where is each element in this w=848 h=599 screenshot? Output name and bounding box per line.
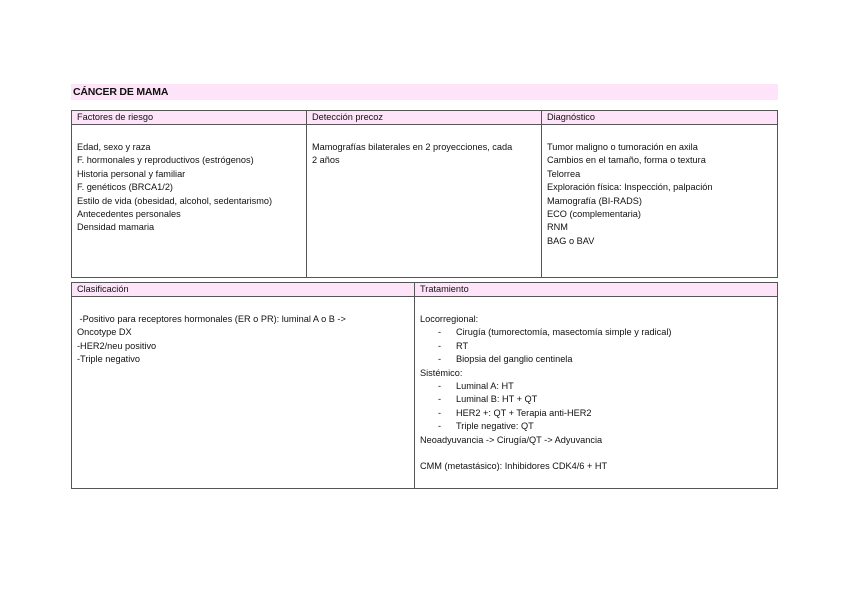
list-item-text: Luminal B: HT + QT xyxy=(456,394,538,405)
spacer xyxy=(420,447,772,460)
list-item: Cambios en el tamaño, forma o textura xyxy=(547,155,706,166)
list-item xyxy=(420,340,772,353)
list-item: Telorrea xyxy=(547,168,581,179)
treatment-cell xyxy=(415,297,778,489)
locoregional-label: Locorregional: xyxy=(420,314,479,324)
header-treatment: Tratamiento xyxy=(415,283,778,297)
list-item: F. genéticos (BRCA1/2) xyxy=(77,182,173,193)
list-item: RNM xyxy=(547,222,568,233)
list-item-text: RT xyxy=(456,340,469,351)
list-item: Historia personal y familiar xyxy=(77,168,186,179)
dash-bullet-icon: - xyxy=(438,327,442,338)
list-item xyxy=(420,420,772,433)
header-early-detection: Detección precoz xyxy=(307,111,542,125)
list-item: Exploración física: Inspección, palpación xyxy=(547,182,713,193)
list-item: -Positivo para receptores hormonales (ER o PR): luminal A o B -> xyxy=(77,314,346,324)
classification-cell xyxy=(72,297,415,489)
dash-bullet-icon: - xyxy=(438,354,442,365)
early-detection-cell xyxy=(307,125,542,278)
risk-factors-cell xyxy=(72,125,307,278)
list-item xyxy=(420,407,772,420)
list-item: Edad, sexo y raza xyxy=(77,142,151,152)
list-item: Antecedentes personales xyxy=(77,209,181,220)
table-header-row xyxy=(72,283,778,297)
list-item: Mamografía (BI-RADS) xyxy=(547,195,642,206)
list-item: F. hormonales y reproductivos (estrógenos) xyxy=(77,155,254,166)
list-item-text: HER2 +: QT + Terapia anti-HER2 xyxy=(456,407,592,418)
dash-bullet-icon: - xyxy=(438,407,442,418)
metastatic-line: CMM (metastásico): Inhibidores CDK4/6 + HT xyxy=(420,461,608,472)
list-item-text: Luminal A: HT xyxy=(456,381,514,392)
list-item xyxy=(420,326,772,339)
list-item-text: Biopsia del ganglio centinela xyxy=(456,354,573,365)
list-item: Oncotype DX xyxy=(77,327,132,338)
list-item: Mamografías bilaterales en 2 proyecciones, cada xyxy=(312,142,513,152)
table-header-row xyxy=(72,111,778,125)
list-item: Estilo de vida (obesidad, alcohol, sedentarismo) xyxy=(77,195,273,206)
header-risk-factors: Factores de riesgo xyxy=(72,111,307,125)
neoadjuvant-line: Neoadyuvancia -> Cirugía/QT -> Adyuvancia xyxy=(420,434,603,445)
header-classification: Clasificación xyxy=(72,283,415,297)
header-diagnosis: Diagnóstico xyxy=(542,111,778,125)
list-item xyxy=(420,393,772,406)
table-row xyxy=(72,125,778,278)
list-item: 2 años xyxy=(312,155,340,166)
list-item: -Triple negativo xyxy=(77,354,140,365)
dash-bullet-icon: - xyxy=(438,381,442,392)
list-item: Densidad mamaria xyxy=(77,222,155,233)
list-item: -HER2/neu positivo xyxy=(77,340,157,351)
dash-bullet-icon: - xyxy=(438,421,442,432)
list-item: BAG o BAV xyxy=(547,235,595,246)
page-title: CÁNCER DE MAMA xyxy=(71,84,778,100)
dash-bullet-icon: - xyxy=(438,394,442,405)
diagnosis-cell xyxy=(542,125,778,278)
risk-detection-diagnosis-table xyxy=(71,110,778,278)
list-item xyxy=(420,353,772,366)
list-item: Tumor maligno o tumoración en axila xyxy=(547,142,698,152)
table-row xyxy=(72,297,778,489)
list-item-text: Triple negative: QT xyxy=(456,421,534,432)
classification-treatment-table xyxy=(71,282,778,489)
systemic-label: Sistémico: xyxy=(420,367,463,378)
list-item-text: Cirugía (tumorectomía, masectomía simple y radical) xyxy=(456,327,672,338)
list-item xyxy=(420,380,772,393)
dash-bullet-icon: - xyxy=(438,340,442,351)
list-item: ECO (complementaria) xyxy=(547,209,641,220)
